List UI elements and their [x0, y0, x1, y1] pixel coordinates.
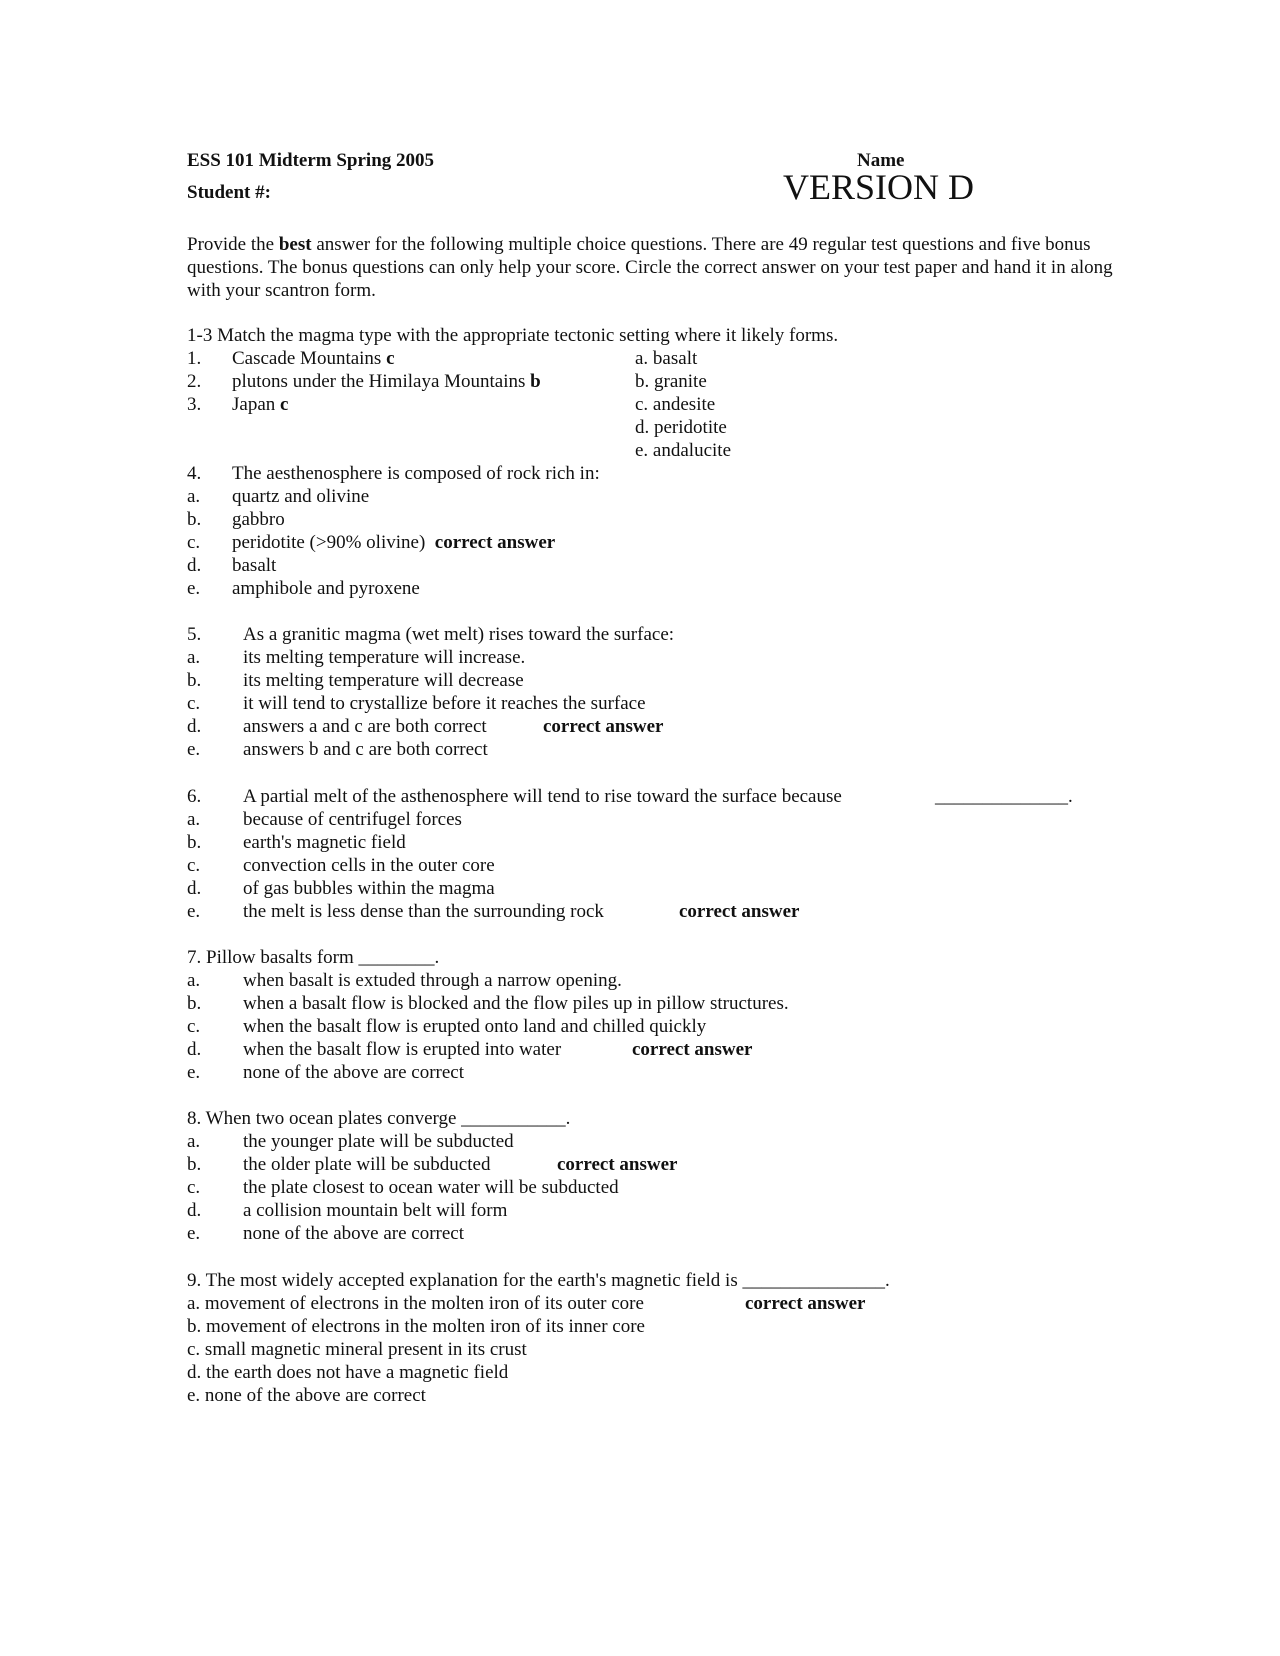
option-letter: c. — [187, 1016, 201, 1037]
match-choice: a. basalt — [635, 348, 698, 369]
question-1-3-prompt: 1-3 Match the magma type with the appropriate tectonic setting where it likely forms. — [187, 325, 839, 346]
option-text: b. movement of electrons in the molten iron of its inner core — [187, 1316, 645, 1337]
version-label: VERSION D — [783, 167, 975, 207]
option-text: gabbro — [232, 509, 285, 530]
question-5-prompt: As a granitic magma (wet melt) rises toward the surface: — [243, 624, 675, 645]
correct-answer-mark: correct answer — [543, 716, 664, 737]
option-letter: b. — [187, 509, 202, 530]
option-text: a collision mountain belt will form — [243, 1200, 508, 1221]
question-6-prompt: A partial melt of the asthenosphere will tend to rise toward the surface because — [243, 786, 842, 807]
option-text: because of centrifugel forces — [243, 809, 462, 830]
option-text: e. none of the above are correct — [187, 1385, 426, 1406]
match-choice: c. andesite — [635, 394, 716, 415]
option-letter: d. — [187, 878, 202, 899]
option-letter: b. — [187, 832, 202, 853]
match-choice: b. granite — [635, 371, 707, 392]
option-text: the younger plate will be subducted — [243, 1131, 514, 1152]
name-label: Name — [857, 150, 905, 171]
option-letter: e. — [187, 739, 201, 760]
option-letter: b. — [187, 670, 202, 691]
option-text: none of the above are correct — [243, 1062, 465, 1083]
option-text: c. small magnetic mineral present in its crust — [187, 1339, 527, 1360]
option-letter: a. — [187, 1131, 201, 1152]
option-text: when a basalt flow is blocked and the flow piles up in pillow structures. — [243, 993, 789, 1014]
item-number: 2. — [187, 371, 202, 392]
option-text: answers b and c are both correct — [243, 739, 488, 760]
option-text: none of the above are correct — [243, 1223, 465, 1244]
option-text: the older plate will be subducted — [243, 1154, 491, 1175]
option-letter: a. — [187, 647, 201, 668]
option-text: d. the earth does not have a magnetic field — [187, 1362, 509, 1383]
option-text: of gas bubbles within the magma — [243, 878, 495, 899]
question-8-prompt: 8. When two ocean plates converge ___________. — [187, 1108, 571, 1129]
option-text: when the basalt flow is erupted onto land and chilled quickly — [243, 1016, 707, 1037]
correct-answer-mark: correct answer — [679, 901, 800, 922]
option-letter: c. — [187, 532, 201, 553]
match-item: Cascade Mountains c — [232, 348, 395, 369]
question-number: 6. — [187, 786, 202, 807]
match-choice: d. peridotite — [635, 417, 727, 438]
option-text: the melt is less dense than the surrounding rock — [243, 901, 604, 922]
option-text: earth's magnetic field — [243, 832, 406, 853]
option-letter: b. — [187, 1154, 202, 1175]
option-letter: c. — [187, 1177, 201, 1198]
option-letter: d. — [187, 1039, 202, 1060]
correct-answer-mark: correct answer — [745, 1293, 866, 1314]
instructions: Provide the best answer for the following multiple choice questions. There are 49 regular test questions and five bonus questions. The bonus questions can only help your score. Circle the correct answer on your test paper and hand it in along with your scantron form. — [187, 234, 1113, 301]
option-letter: b. — [187, 993, 202, 1014]
option-text: answers a and c are both correct — [243, 716, 487, 737]
option-text: when the basalt flow is erupted into water — [243, 1039, 562, 1060]
student-number-label: Student #: — [187, 182, 271, 203]
option-text: when basalt is extuded through a narrow opening. — [243, 970, 622, 991]
option-letter: a. — [187, 486, 201, 507]
option-text: it will tend to crystallize before it reaches the surface — [243, 693, 646, 714]
option-letter: e. — [187, 578, 201, 599]
option-text: basalt — [232, 555, 277, 576]
match-item: Japan c — [232, 394, 289, 415]
match-choice: e. andalucite — [635, 440, 732, 461]
option-letter: c. — [187, 693, 201, 714]
option-text: amphibole and pyroxene — [232, 578, 420, 599]
option-text: peridotite (>90% olivine) correct answer — [232, 532, 556, 553]
option-letter: e. — [187, 901, 201, 922]
option-letter: e. — [187, 1062, 201, 1083]
option-letter: a. — [187, 809, 201, 830]
option-text: quartz and olivine — [232, 486, 370, 507]
question-7-prompt: 7. Pillow basalts form ________. — [187, 947, 440, 968]
correct-answer-mark: correct answer — [632, 1039, 753, 1060]
item-number: 3. — [187, 394, 202, 415]
correct-answer-mark: correct answer — [434, 532, 556, 553]
option-letter: d. — [187, 1200, 202, 1221]
option-text: the plate closest to ocean water will be subducted — [243, 1177, 619, 1198]
answer-blank: ______________. — [935, 786, 1073, 807]
question-number: 4. — [187, 463, 202, 484]
option-letter: d. — [187, 716, 202, 737]
option-letter: e. — [187, 1223, 201, 1244]
option-letter: a. — [187, 970, 201, 991]
question-9-prompt: 9. The most widely accepted explanation for the earth's magnetic field is _______________. — [187, 1270, 890, 1291]
match-item: plutons under the Himilaya Mountains b — [232, 371, 541, 392]
course-title: ESS 101 Midterm Spring 2005 — [187, 150, 435, 171]
question-4-prompt: The aesthenosphere is composed of rock rich in: — [232, 463, 600, 484]
option-text: its melting temperature will decrease — [243, 670, 524, 691]
option-letter: d. — [187, 555, 202, 576]
item-number: 1. — [187, 348, 202, 369]
option-text: convection cells in the outer core — [243, 855, 495, 876]
option-letter: c. — [187, 855, 201, 876]
correct-answer-mark: correct answer — [557, 1154, 678, 1175]
option-text: its melting temperature will increase. — [243, 647, 526, 668]
option-text: a. movement of electrons in the molten iron of its outer core — [187, 1293, 644, 1314]
question-number: 5. — [187, 624, 202, 645]
